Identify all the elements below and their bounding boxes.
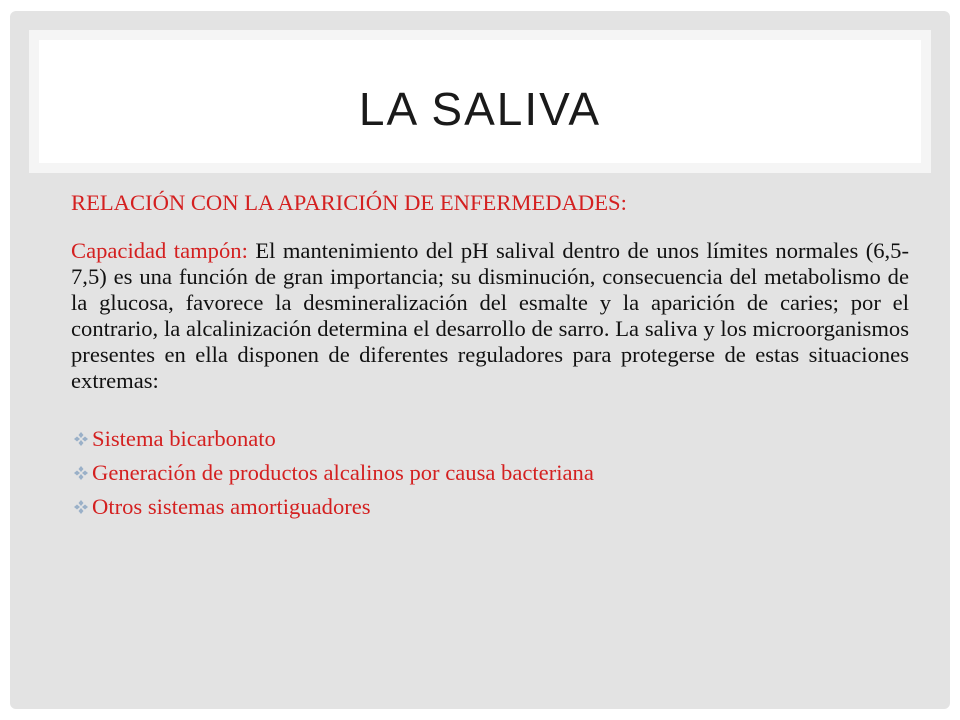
list-item [71, 422, 909, 456]
list-item [71, 456, 909, 490]
slide-content [71, 189, 909, 524]
list-item [71, 490, 909, 524]
four-diamond-bullet-icon [73, 431, 89, 447]
bullet-list [71, 422, 909, 524]
paragraph-text: El mantenimiento del pH salival dentro de unos límites normales (6,5-7,5) es una función de gran importancia; su disminución, consecuencia del metabolismo de la glucosa, favorece la desmineralización del esmalte y la aparición de caries; por el contrario, la alcalinización determina el desarrollo de sarro. La saliva y los microorganismos presentes en ella disponen de diferentes reguladores para protegerse de estas situaciones extremas: [71, 238, 909, 393]
slide-title: LA SALIVA [358, 82, 602, 135]
four-diamond-bullet-icon [73, 465, 89, 481]
bullet-text: Sistema bicarbonato [92, 425, 276, 451]
body-paragraph [71, 238, 909, 394]
slide [10, 11, 950, 709]
title-box [39, 40, 921, 163]
bullet-text: Otros sistemas amortiguadores [92, 493, 371, 519]
title-frame [29, 30, 931, 173]
four-diamond-bullet-icon [73, 499, 89, 515]
bullet-text: Generación de productos alcalinos por causa bacteriana [92, 459, 594, 485]
paragraph-label: Capacidad tampón: [71, 238, 248, 264]
section-heading: RELACIÓN CON LA APARICIÓN DE ENFERMEDADES: [71, 190, 627, 215]
